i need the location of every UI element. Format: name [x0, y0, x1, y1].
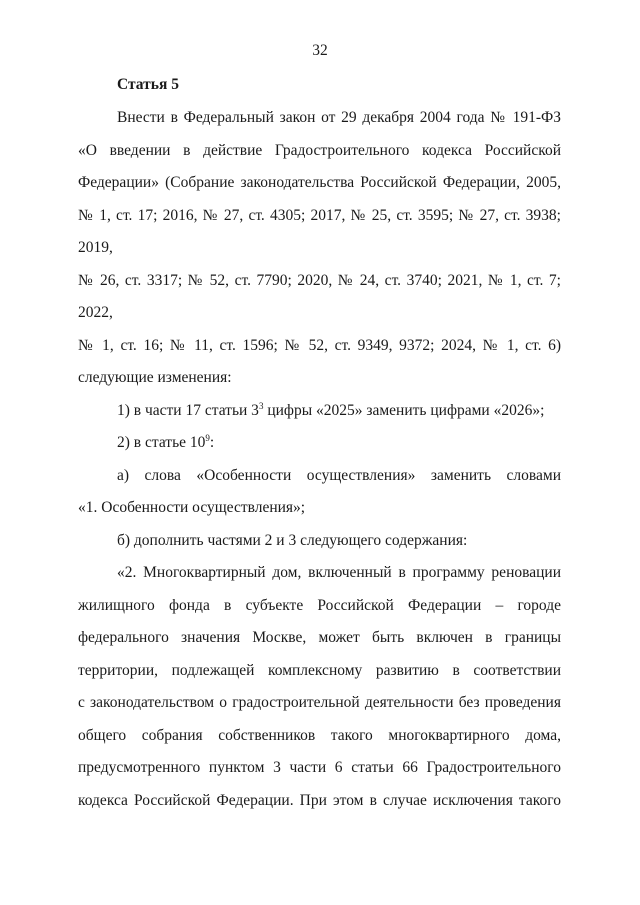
intro-paragraph	[78, 102, 561, 395]
quote-line: «2. Многоквартирный дом, включенный в программу реновации	[117, 564, 561, 581]
document-body	[78, 102, 561, 817]
item-2-superscript: 9	[205, 432, 210, 443]
item-a-line: а) слова «Особенности осуществления» заменить словами	[117, 466, 561, 484]
item-2-line	[78, 427, 561, 460]
intro-line: Федерации» (Собрание законодательства Российской Федерации, 2005,	[78, 174, 561, 191]
quote-line: предусмотренного пунктом 3 части 6 статьи 66 Градостроительного	[78, 759, 561, 776]
quote-line: федерального значения Москве, может быть включен в границы	[78, 629, 561, 646]
item-2-paragraph	[78, 427, 561, 460]
quote-line: территории, подлежащей комплексному развитию в соответствии	[78, 661, 561, 679]
intro-line: Внести в Федеральный закон от 29 декабря 2004 года № 191-ФЗ	[117, 109, 561, 126]
quote-paragraph	[78, 557, 561, 817]
item-b-paragraph	[78, 525, 561, 558]
item-1-text: 1) в части 17 статьи 3	[117, 401, 259, 419]
quote-line: с законодательством о градостроительной деятельности без проведения	[78, 694, 561, 711]
item-a-line: «1. Особенности осуществления»;	[78, 499, 306, 516]
item-1-text-rest: цифры «2025» заменить цифрами «2026»;	[263, 401, 545, 419]
quote-line: жилищного фонда в субъекте Российской Федерации – городе	[78, 596, 561, 614]
item-1-line	[78, 395, 561, 428]
intro-line: № 1, ст. 17; 2016, № 27, ст. 4305; 2017, № 25, ст. 3595; № 27, ст. 3938; 2019,	[78, 206, 561, 256]
item-2-text-rest: :	[209, 434, 215, 451]
item-1-superscript: 3	[258, 400, 264, 411]
intro-line: № 1, ст. 16; № 11, ст. 1596; № 52, ст. 9349, 9372; 2024, № 1, ст. 6)	[78, 336, 561, 354]
item-a-paragraph	[78, 460, 561, 525]
item-2-text: 2) в статье 10	[117, 434, 206, 451]
item-b-line: б) дополнить частями 2 и 3 следующего содержания:	[117, 531, 468, 549]
article-heading: Статья 5	[117, 76, 179, 93]
intro-line: следующие изменения:	[78, 369, 232, 386]
intro-line: № 26, ст. 3317; № 52, ст. 7790; 2020, № 24, ст. 3740; 2021, № 1, ст. 7; 2022,	[78, 271, 561, 321]
item-1-paragraph	[78, 395, 561, 428]
page-number: 32	[312, 42, 328, 59]
intro-line: «О введении в действие Градостроительного кодекса Российской	[78, 141, 561, 159]
quote-line: кодекса Российской Федерации. При этом в случае исключения такого	[78, 791, 561, 809]
quote-line: общего собрания собственников такого многоквартирного дома,	[78, 726, 561, 744]
